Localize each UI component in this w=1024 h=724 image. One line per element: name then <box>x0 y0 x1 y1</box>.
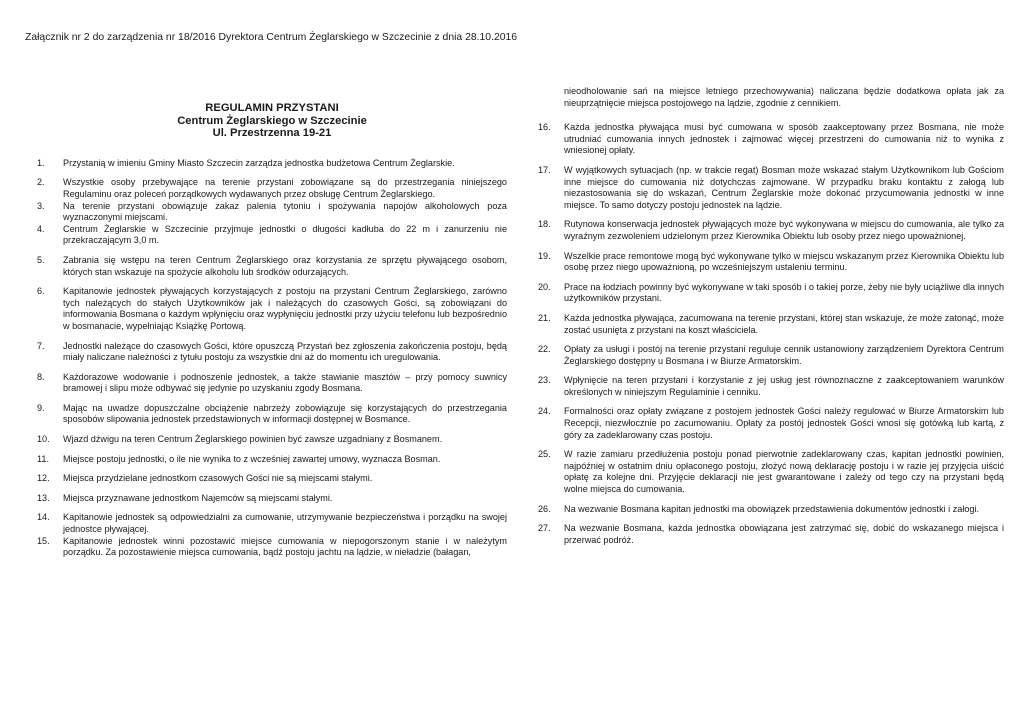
rule-text: Formalności oraz opłaty związane z postojem jednostek Gości należy regulować w Biurze Armatorskim lub Recepcji, niezwłocznie po zacumowaniu. Opłaty za postój jednostek Gości wnosi się gotówką lub kartą, z góry za zadeklarowany czas postoju. <box>564 406 1004 440</box>
rule-item-2 <box>37 177 507 200</box>
rule-text: Wpłynięcie na teren przystani i korzystanie z jej usług jest równoznaczne z zaakceptowaniem warunków określonych w niniejszym Regulaminie i cenniku. <box>564 375 1004 397</box>
rule-text: Prace na łodziach powinny być wykonywane w taki sposób i o takiej porze, żeby nie były uciążliwe dla innych użytkowników przystani. <box>564 281 1004 304</box>
rule-text: Każda jednostka pływająca musi być cumowana w sposób zaakceptowany przez Bosmana, nie może utrudniać cumowania innych jednostek i zajmować więcej przestrzeni do cumowania niż to wynika z wniesionej opłaty. <box>564 122 1004 156</box>
rule-number: 20. <box>538 281 551 292</box>
rule-number: 7. <box>37 340 45 351</box>
rule-text: Opłaty za usługi i postój na terenie przystani reguluje cennik ustanowiony zarządzeniem Dyrektora Centrum Żeglarskiego dostępny u Bosmana i w Biurze Armatorskim. <box>564 344 1004 366</box>
rule-number: 16. <box>538 122 551 133</box>
rule-item-18 <box>538 219 1004 242</box>
rule-item-14 <box>37 512 507 535</box>
rule-item-21 <box>538 313 1004 336</box>
rule-item-26 <box>538 504 1004 516</box>
rule-text: Miejsce postoju jednostki, o ile nie wynika to z wcześniej zawartej umowy, wyznacza Bosman. <box>63 453 441 464</box>
rule-number: 18. <box>538 219 551 230</box>
rule-number: 5. <box>37 254 45 265</box>
rule-text: Każdorazowe wodowanie i podnoszenie jednostek, a także stawianie masztów – przy pomocy suwnicy bramowej i slipu może odbywać się jedynie po uzyskaniu zgody Bosmana. <box>63 371 507 394</box>
rule-number: 8. <box>37 371 45 382</box>
rule-text: Kapitanowie jednostek pływających korzystających z postoju na przystani Centrum Żeglarskiego, zarówno tych należących do stałych Użytkowników jak i należących do czasowych Gości, są zobowiązani do informowania Bosmana o każdym wpłynięciu oraz wypłynięciu jednostki przy użyciu telefonu lub bezpośrednio w bosmanacie, wypełniając Książkę Portową. <box>63 286 507 331</box>
rule-number: 15. <box>37 535 50 546</box>
rule-item-25 <box>538 449 1004 495</box>
rule-text: Rutynowa konserwacja jednostek pływających może być wykonywana w miejscu do cumowania, ale tylko za wyraźnym zezwoleniem udzielonym przez Kierownika Obiektu lub osoby przez niego upoważnionej. <box>564 219 1004 241</box>
rule-number: 25. <box>538 449 551 460</box>
rule-number: 11. <box>37 453 49 464</box>
rule-item-15 <box>37 536 507 559</box>
rule-text: Wszelkie prace remontowe mogą być wykonywane tylko w miejscu wskazanym przez Kierownika Obiektu lub osobę przez niego upoważnioną, po wcześniejszym ustaleniu terminu. <box>564 250 1004 273</box>
rule-text: Centrum Żeglarskie w Szczecinie przyjmuje jednostki o długości kadłuba do 22 m i zanurzeniu nie przekraczającym 3,0 m. <box>63 223 507 246</box>
rule-number: 1. <box>37 157 45 168</box>
rule-number: 23. <box>538 375 551 386</box>
rule-item-8 <box>37 372 507 395</box>
regulation-title <box>37 102 507 140</box>
rule-item-24 <box>538 406 1004 441</box>
rule-item-20 <box>538 282 1004 305</box>
rule-number: 6. <box>37 286 45 297</box>
rule-item-11 <box>37 454 507 466</box>
rule-item-7 <box>37 341 507 364</box>
attachment-note: Załącznik nr 2 do zarządzenia nr 18/2016 Dyrektora Centrum Żeglarskiego w Szczecinie z dnia 28.10.2016 <box>25 32 518 43</box>
rule-number: 22. <box>538 344 551 355</box>
rule-number: 2. <box>37 177 45 188</box>
rule-text: Na wezwanie Bosmana kapitan jednostki ma obowiązek przedstawienia dokumentów jednostki i załogi. <box>564 503 980 514</box>
rule-item-10 <box>37 434 507 446</box>
rule-number: 4. <box>37 223 45 234</box>
rule-number: 9. <box>37 402 45 413</box>
rule-text: Miejsca przyznawane jednostkom Najemców są miejscami stałymi. <box>63 492 333 503</box>
rule-item-13 <box>37 493 507 505</box>
rule-text: Na terenie przystani obowiązuje zakaz palenia tytoniu i spożywania napojów alkoholowych poza wyznaczonymi miejscami. <box>63 200 507 223</box>
right-column <box>538 86 1004 554</box>
rule-item-23 <box>538 375 1004 398</box>
rule-number: 26. <box>538 503 551 514</box>
rule-text: Na wezwanie Bosmana, każda jednostka obowiązana jest zatrzymać się, dobić do wskazanego miejsca i przerwać podróż. <box>564 523 1004 545</box>
rule-number: 3. <box>37 200 45 211</box>
rule-item-5 <box>37 255 507 278</box>
rule-item-19 <box>538 251 1004 274</box>
rule-item-22 <box>538 344 1004 367</box>
rule-item-1 <box>37 158 507 170</box>
rule-text: Kapitanowie jednostek winni pozostawić miejsce cumowania w niepogorszonym stanie i w należytym porządku. Za pozostawienie miejsca cumowania, bądź postoju jachtu na lądzie, w nieładzie (bałagan, <box>63 535 507 558</box>
title-line-3: Ul. Przestrzenna 19-21 <box>212 127 332 140</box>
rule-item-17 <box>538 165 1004 211</box>
rule-text: W razie zamiaru przedłużenia postoju ponad pierwotnie zadeklarowany czas, kapitan jednostki powinien, najpóźniej w ostatnim dniu opłaconego postoju, złożyć nową deklarację postoju i w razie jej przyjęcia uiścić opłatę za kolejne dni. Przyjęcie deklaracji nie jest gwarantowane i zależy od tego czy na przystani będą wolne miejsca do cumowania. <box>564 449 1004 495</box>
rule-item-3 <box>37 201 507 224</box>
rule-item-27 <box>538 523 1004 546</box>
rule-item-9 <box>37 403 507 426</box>
rule-15-continuation: nieodholowanie sań na miejsce letniego przechowywania) naliczana będzie dodatkowa opłata jak za nieuprzątnięcie miejsca postojowego na lądzie, zgodnie z cennikiem. <box>564 86 1004 108</box>
rule-text: Wjazd dźwigu na teren Centrum Żeglarskiego powinien być zawsze uzgadniany z Bosmanem. <box>63 434 443 445</box>
rule-number: 13. <box>37 492 50 503</box>
rule-text: Każda jednostka pływająca, zacumowana na terenie przystani, której stan wskazuje, że może zatonąć, może zostać usunięta z przystani na koszt właściciela. <box>564 312 1004 335</box>
rule-number: 17. <box>538 164 551 175</box>
left-column <box>37 86 507 559</box>
rule-number: 14. <box>37 512 50 523</box>
rule-text: Miejsca przydzielane jednostkom czasowych Gości nie są miejscami stałymi. <box>63 473 373 484</box>
title-line-1: REGULAMIN PRZYSTANI <box>205 102 339 114</box>
rule-text: W wyjątkowych sytuacjach (np. w trakcie regat) Bosman może wskazać stałym Użytkownikom lub Gościom inne miejsce do cumowania niż dotychczas zajmowane. W przypadku braku kontaktu z załogą lub niezastosowania się do wskazań, Centrum Żeglarskie może dokonać przycumowania jednostki w inne miejsce. To samo dotyczy postoju jednostek na lądzie. <box>564 164 1004 210</box>
rule-number: 27. <box>538 523 551 534</box>
rule-text: Jednostki należące do czasowych Gości, które opuszczą Przystań bez zgłoszenia zakończenia postoju, będą miały naliczane należności z tytułu postoju za wszystkie dni aż do momentu ich uregulowania. <box>63 340 507 363</box>
rule-number: 24. <box>538 406 551 417</box>
rule-text: Zabrania się wstępu na teren Centrum Żeglarskiego oraz korzystania ze sprzętu pływającego osobom, których stan wskazuje na spożycie alkoholu lub środków odurzających. <box>63 254 507 277</box>
rule-item-6 <box>37 286 507 332</box>
rule-text: Przystanią w imieniu Gminy Miasto Szczecin zarządza jednostka budżetowa Centrum Żeglarskie. <box>63 157 455 168</box>
rule-number: 19. <box>538 250 551 261</box>
rule-text: Mając na uwadze dopuszczalne obciążenie nabrzeży zobowiązuje się korzystających do przestrzegania sposobów slipowania jednostek przedstawionych w informacji dostępnej w Bosmance. <box>63 402 507 425</box>
rule-text: Wszystkie osoby przebywające na terenie przystani zobowiązane są do przestrzegania niniejszego Regulaminu oraz poleceń porządkowych wydawanych przez obsługę Centrum Żeglarskiego. <box>63 177 507 199</box>
rule-item-4 <box>37 224 507 247</box>
rule-item-12 <box>37 473 507 485</box>
title-line-2: Centrum Żeglarskiego w Szczecinie <box>177 114 367 127</box>
rule-number: 21. <box>538 312 551 323</box>
rule-number: 12. <box>37 473 50 484</box>
rule-number: 10. <box>37 434 50 445</box>
rule-item-16 <box>538 122 1004 157</box>
rule-text: Kapitanowie jednostek są odpowiedzialni za cumowanie, utrzymywanie bezpieczeństwa i porządku na swojej jednostce pływającej. <box>63 512 507 535</box>
